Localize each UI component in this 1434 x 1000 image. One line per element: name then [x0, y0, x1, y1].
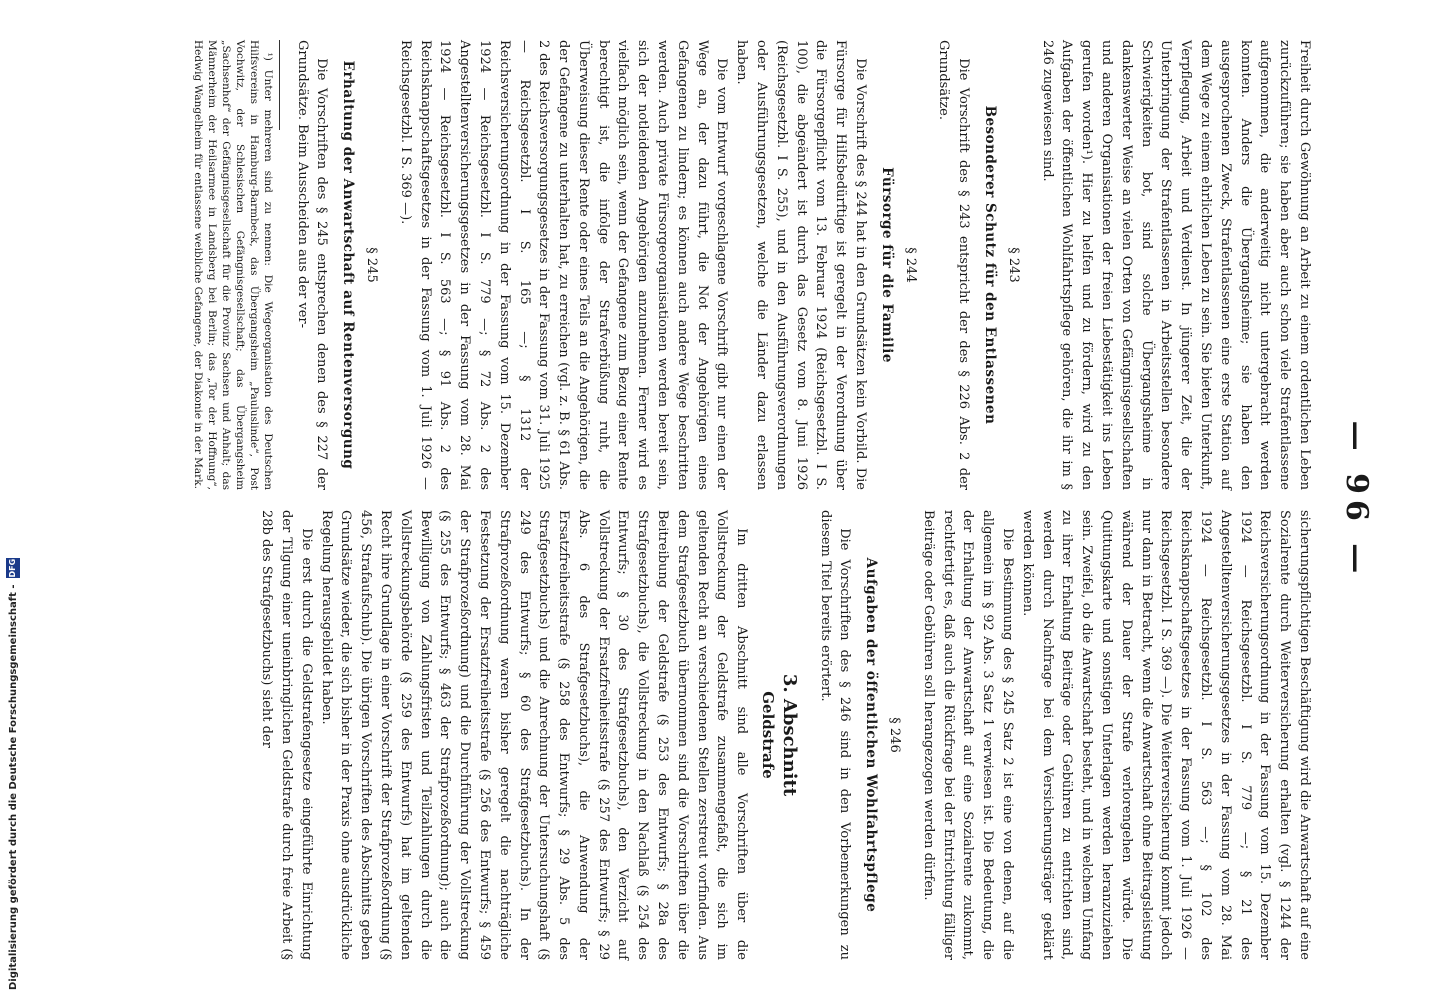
document-page: [100, 0, 1434, 1000]
credit-text: Digitalisierung gefördert durch die Deutsche Forschungsgemeinschaft -: [7, 584, 19, 990]
section-heading: Aufgaben der öffentlichen Wohlfahrtspflege: [863, 557, 880, 913]
paragraph: Die Vorschrift des § 244 hat in den Grundsätzen kein Vorbild. Die Fürsorge für Hilfsbedürftige ist geregelt in der Verordnung über die Fürsorgepflicht vom 13. Februar 1924 (Reichsgesetzbl. I S. 100), die abgeändert ist durch das Gesetz vom 8. Juni 1926 (Reichsgesetzbl. I S. 255), und in den Ausführungsverordnungen oder Ausführungsgesetzen, welche die Länder dazu erlassen haben.: [734, 40, 869, 490]
footnote-divider: [279, 40, 280, 130]
section-number: § 243: [1005, 247, 1021, 283]
paragraph: Die erst durch die Geldstrafengesetze eingeführte Einrichtung der Tilgung einer uneinbringlichen Geldstrafe durch freie Arbeit (§ 28b des Strafgesetzbuchs) sieht der: [259, 510, 314, 960]
paragraph: Die Vorschrift des § 243 entspricht der des § 226 Abs. 2 der Grundsätze.: [936, 40, 972, 490]
page-number: — 96 —: [1339, 420, 1374, 580]
paragraph: Im dritten Abschnitt sind alle Vorschriften über die Vollstreckung der Geldstrafe zusammengefaßt, die sich im geltenden Recht an verschiedenen Stellen zerstreut vorfinden. Aus dem Strafgesetzbuch übernommen sind die Vorschriften über die Beitreibung der Geldstrafe (§ 253 des Entwurfs; § 28a des Strafgesetzbuchs), die Vollstreckung in den Nachlaß (§ 254 des Entwurfs; § 30 des Strafgesetzbuchs), den Verzicht auf Vollstreckung der Ersatzfreiheitsstrafe (§ 257 des Entwurfs; § 29 Abs. 6 des Strafgesetzbuchs), die Anwendung der Ersatzfreiheitsstrafe (§ 258 des Entwurfs; § 29 Abs. 5 des Strafgesetzbuchs) und die Anrechnung der Untersuchungshaft (§ 249 des Entwurfs; § 60 des Strafgesetzbuchs). In der Strafprozeßordnung waren bisher geregelt die nachträgliche Festsetzung der Ersatzfreiheitsstrafe (§ 256 des Entwurfs; § 459 der Strafprozeßordnung) und die Durchführung der Vollstreckung (§ 255 des Entwurfs; § 463 der Strafprozeßordnung); auch die Bewilligung von Zahlungsfristen und Teilzahlungen durch die Vollstreckungsbehörde (§ 259 des Entwurfs) hat im geltenden Recht ihre Grundlage in einer Vorschrift der Strafprozeßordnung (§ 456, Strafaufschub). Die übrigen Vorschriften des Abschnitts geben Grundsätze wieder, die sich bisher in der Praxis ohne ausdrückliche Regelung herausgebildet haben.: [318, 510, 750, 960]
dfg-logo: DFG: [6, 558, 20, 578]
section-number: § 246: [887, 717, 903, 753]
left-column: [191, 40, 1314, 490]
chapter-subheading: Geldstrafe: [759, 691, 778, 779]
right-column: [256, 510, 1314, 960]
section-number: § 245: [363, 247, 379, 283]
paragraph: Die Vorschriften des § 246 sind in den Vorbemerkungen zu diesem Titel bereits erörtert.: [817, 510, 853, 960]
section-heading: Besonderer Schutz für den Entlassenen: [982, 105, 999, 425]
footnote: ¹) Unter mehreren sind zu nennen: Die Wegeorganisation des Deutschen Hilfsvereins in Hamburg-Barmbeck, das Übergangsheim „Pauluslinde“, Post Vochwitz, der Schlesischen Gefängnisgesellschaft; das Übergangsheim „Sachsenhof“ der Gefängnisgesellschaft für die Provinz Sachsen und Anhalt; das Männerheim der Heilsarmee in Landsberg bei Berlin; das „Tor der Hoffnung“, Hedwig Wangelheim für entlassene weibliche Gefangene, der Diakonie in der Mark.: [191, 40, 274, 490]
chapter-heading: 3. Abschnitt: [778, 673, 800, 797]
page-wrapper: [100, 0, 1434, 1000]
section-heading: Erhaltung der Anwartschaft auf Rentenversorgung: [340, 60, 357, 470]
section-heading: Fürsorge für die Familie: [878, 167, 895, 363]
paragraph: Freiheit durch Gewöhnung an Arbeit zu einem ordentlichen Leben zurückzuführen; sie haben aber auch schon viele Strafentlassene aufgenommen, die anderweitig nicht untergebracht werden konnten. Anders die Übergangsheime; sie haben den ausgesprochenen Zweck, Strafentlassenen eine erste Station auf dem Wege zu einem ehrlichen Leben zu sein. Sie bieten Unterkunft, Verpflegung, Arbeit und Verdienst. In jüngerer Zeit, die der Unterbringung der Strafentlassenen in Arbeitsstellen besondere Schwierigkeiten bot, sind solche Übergangsheime in dankenswerter Weise an vielen Orten von Gefängnisgesellschaften und anderen Organisationen der freien Liebestätigkeit ins Leben gerufen worden¹). Hier zu helfen und zu fördern, wird zu den Aufgaben der öffentlichen Wohlfahrtspflege gehören, die ihr im § 246 zugewiesen sind.: [1039, 40, 1312, 490]
paragraph: Die vom Entwurf vorgeschlagene Vorschrift gibt nur einen der Wege an, der dazu führt, die Not der Angehörigen eines Gefangenen zu lindern; es können auch andere Wege beschritten werden. Auch private Fürsorgeorganisationen werden bereit sein, sich der notleidenden Angehörigen anzunehmen. Ferner wird es vielfach möglich sein, wenn der Gefangene zum Bezug einer Rente berechtigt ist, die infolge der Strafverbüßung ruht, die Überweisung dieser Rente oder eines Teils an die Angehörigen, die der Gefangene zu unterhalten hat, zu erreichen (vgl. z. B. § 61 Abs. 2 des Reichsversorgungsgesetzes in der Fassung vom 31. Juli 1925 — Reichsgesetzbl. I S. 165 —; § 1312 der Reichsversicherungsordnung in der Fassung vom 15. Dezember 1924 — Reichsgesetzbl. I S. 779 —; § 72 Abs. 2 des Angestelltenversicherungsgesetzes in der Fassung vom 28. Mai 1924 — Reichsgesetzbl. I S. 563 —; § 91 Abs. 2 des Reichsknappschaftsgesetzes in der Fassung vom 1. Juli 1926 — Reichsgesetzbl. I S. 369 —).: [397, 40, 730, 490]
section-number: § 244: [902, 247, 918, 283]
paragraph: Die Bestimmung des § 245 Satz 2 ist eine von denen, auf die allgemein im § 92 Abs. 3 Satz 1 verwiesen ist. Die Bedeutung, die der Erhaltung der Anwartschaft auf eine Sozialrente zukommt, rechtfertigt es, daß auch die Rückfrage bei der Entrichtung fälliger Beiträge oder Gebühren soll herangezogen werden dürfen.: [920, 510, 1016, 960]
digitization-credit: [6, 558, 20, 990]
paragraph: sicherungspflichtigen Beschäftigung wird die Anwartschaft auf eine Sozialrente durch Weiterversicherung erhalten (vgl. § 1244 der Reichsversicherungsordnung in der Fassung vom 15. Dezember 1924 — Reichsgesetzbl. I S. 779 —; § 21 des Angestelltenversicherungsgesetzes in der Fassung vom 28. Mai 1924 — Reichsgesetzbl. I S. 563 —; § 102 des Reichsknappschaftsgesetzes in der Fassung vom 1. Juli 1926 — Reichsgesetzbl. I S. 369 —). Die Weiterversicherung kommt jedoch nur dann in Betracht, wenn die Anwartschaft ohne Beitragsleistung während der Dauer der Strafe verlorengehen würde. Die Quittungskarte und sonstigen Unterlagen werden heranzuziehen sein. Zweifel, ob die Anwartschaft besteht, und in welchem Umfang zu ihrer Erhaltung Beiträge oder Gebühren zu entrichten sind, werden durch Nachfrage bei dem Versicherungsträger geklärt werden können.: [1019, 510, 1312, 960]
paragraph: Die Vorschriften des § 245 entsprechen denen des § 227 der Grundsätze. Beim Ausscheiden aus der ver-: [294, 40, 330, 490]
